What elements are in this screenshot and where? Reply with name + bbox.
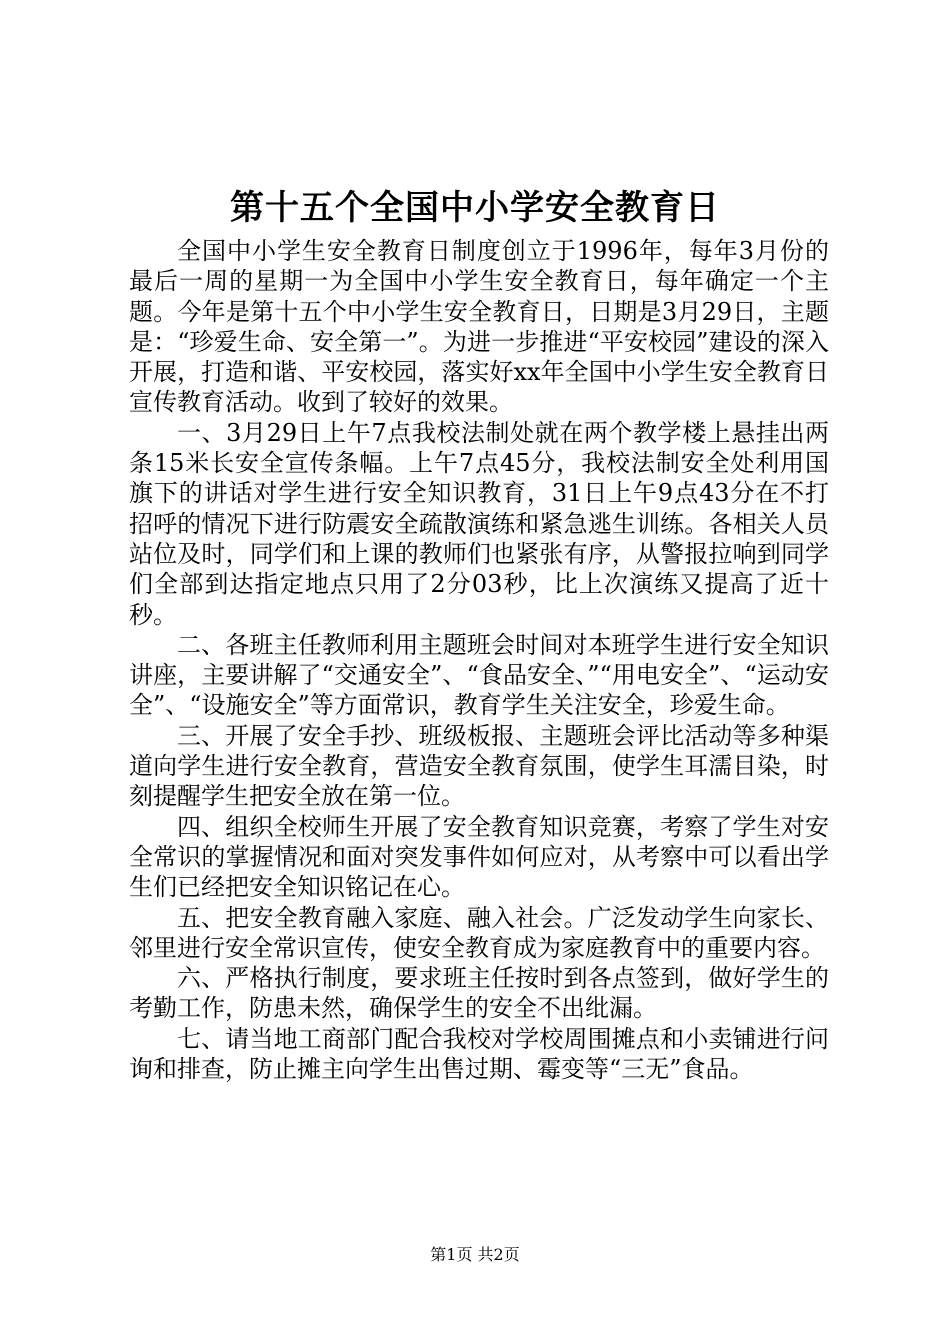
document-body [129,236,829,1084]
paragraph-intro: 全国中小学生安全教育日制度创立于1996年，每年3月份的最后一周的星期一为全国中小学生安全教育日，每年确定一个主题。今年是第十五个中小学生安全教育日，日期是3月29日，主题是：“珍爱生命、安全第一”。为进一步推进“平安校园”建设的深入开展，打造和谐、平安校园，落实好xx年全国中小学生安全教育日宣传教育活动。收到了较好的效果。 [129,237,829,417]
document-title: 第十五个全国中小学安全教育日 [230,188,720,228]
paragraph-item-5: 五、把安全教育融入家庭、融入社会。广泛发动学生向家长、邻里进行安全常识宣传，使安全教育成为家庭教育中的重要内容。 [129,903,829,962]
paragraph-item-7: 七、请当地工商部门配合我校对学校周围摊点和小卖铺进行问询和排查，防止摊主向学生出售过期、霉变等“三无”食品。 [129,1024,829,1084]
paragraph-item-3: 三、开展了安全手抄、班级板报、主题班会评比活动等多种渠道向学生进行安全教育，营造安全教育氛围，使学生耳濡目染，时刻提醒学生把安全放在第一位。 [129,721,829,811]
paragraph-item-1: 一、3月29日上午7点我校法制处就在两个教学楼上悬挂出两条15米长安全宣传条幅。上午7点45分，我校法制安全处利用国旗下的讲话对学生进行安全知识教育，31日上午9点43分在不打招呼的情况下进行防震安全疏散演练和紧急逃生训练。各相关人员站位及时，同学们和上课的教师们也紧张有序，从警报拉响到同学们全部到达指定地点只用了2分03秒，比上次演练又提高了近十秒。 [129,418,829,629]
page-number-footer: 第1页 共2页 [430,1245,520,1264]
paragraph-item-6: 六、严格执行制度，要求班主任按时到各点签到，做好学生的考勤工作，防患未然，确保学生的安全不出纰漏。 [129,964,829,1023]
paragraph-item-4: 四、组织全校师生开展了安全教育知识竞赛，考察了学生对安全常识的掌握情况和面对突发事件如何应对，从考察中可以看出学生们已经把安全知识铭记在心。 [129,812,829,902]
paragraph-item-2: 二、各班主任教师利用主题班会时间对本班学生进行安全知识讲座，主要讲解了“交通安全”、“食品安全、”“用电安全”、“运动安全”、“设施安全”等方面常识，教育学生关注安全，珍爱生命。 [129,630,829,720]
